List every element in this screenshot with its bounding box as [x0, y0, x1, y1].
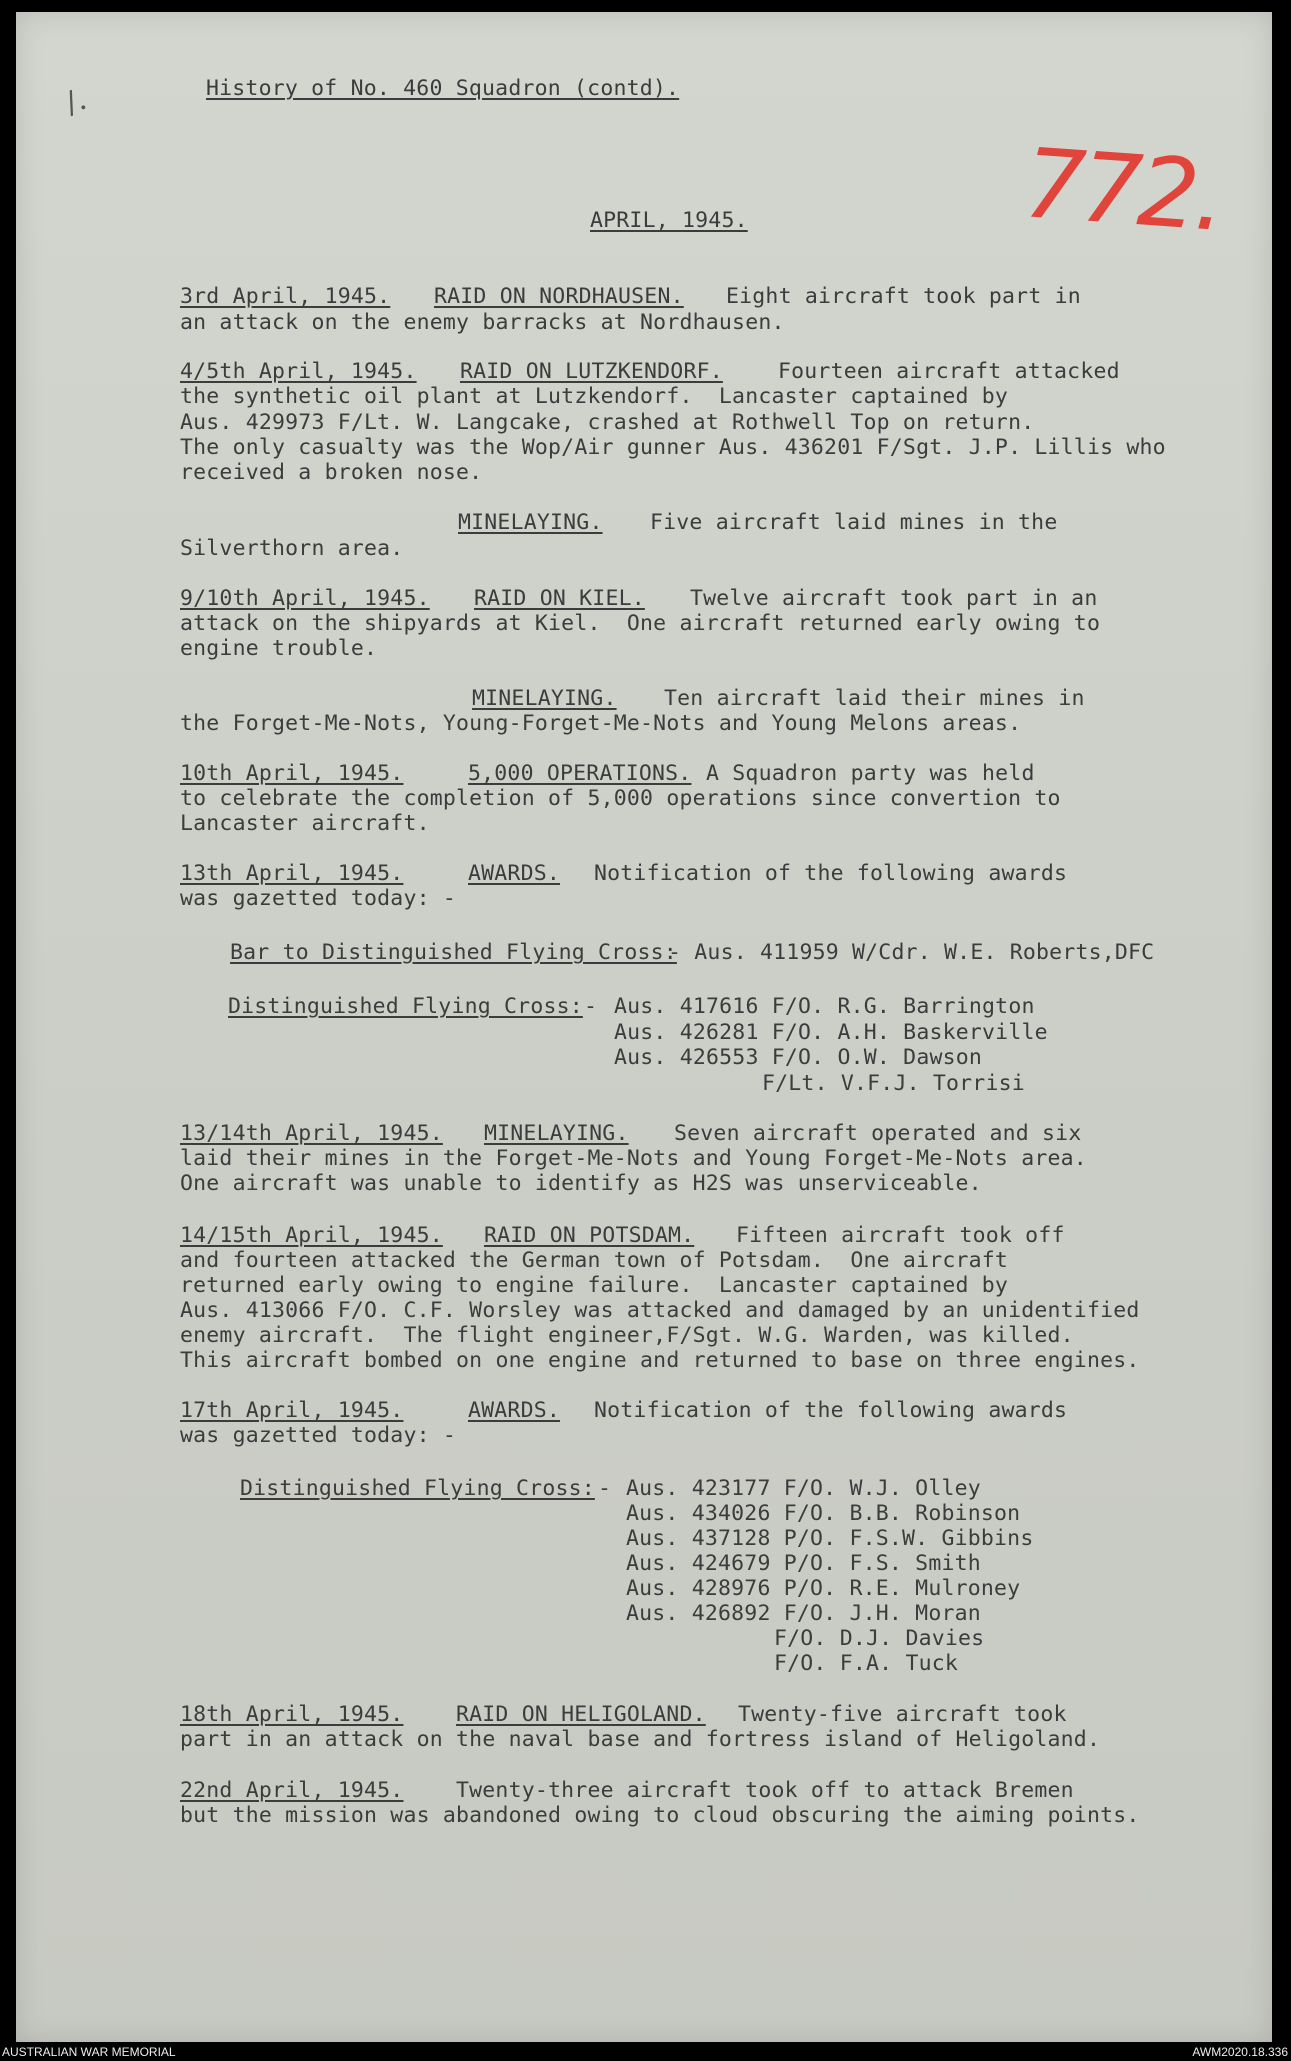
entry-heading: RAID ON HELIGOLAND.	[456, 1702, 706, 1727]
entry-date: 9/10th April, 1945.	[180, 586, 430, 611]
month-title: APRIL, 1945.	[590, 208, 748, 233]
award-recipient: Aus. 424679 P/O. F.S. Smith	[626, 1551, 981, 1576]
entry-heading: MINELAYING.	[458, 510, 603, 535]
entry-text: Ten aircraft laid their mines in	[664, 686, 1085, 711]
document-header: History of No. 460 Squadron (contd).	[206, 76, 680, 101]
award-label: Distinguished Flying Cross:	[228, 994, 583, 1019]
entry-text: The only casualty was the Wop/Air gunner Aus. 436201 F/Sgt. J.P. Lillis who	[180, 435, 1166, 460]
award-recipient: Aus. 426281 F/O. A.H. Baskerville	[614, 1020, 1048, 1045]
entry-text: and fourteen attacked the German town of Potsdam. One aircraft	[180, 1248, 1009, 1273]
entry-date: 17th April, 1945.	[180, 1398, 404, 1423]
entry-heading: RAID ON LUTZKENDORF.	[460, 359, 723, 384]
award-value: - Aus. 411959 W/Cdr. W.E. Roberts,DFC	[668, 940, 1155, 965]
award-label: Bar to Distinguished Flying Cross:	[230, 940, 677, 965]
entry-date: 18th April, 1945.	[180, 1702, 404, 1727]
entry-text: A Squadron party was held	[706, 761, 1035, 786]
entry-date: 13th April, 1945.	[180, 861, 404, 886]
entry-date: 4/5th April, 1945.	[180, 359, 417, 384]
entry-text: attack on the shipyards at Kiel. One aircraft returned early owing to	[180, 611, 1101, 636]
entry-heading: RAID ON KIEL.	[474, 586, 645, 611]
entry-text: Aus. 429973 F/Lt. W. Langcake, crashed at Rothwell Top on return.	[180, 410, 1035, 435]
award-label: Distinguished Flying Cross:	[240, 1476, 595, 1501]
entry-text: but the mission was abandoned owing to cloud obscuring the aiming points.	[180, 1803, 1140, 1828]
entry-text: Silverthorn area.	[180, 536, 404, 561]
entry-text: Seven aircraft operated and six	[674, 1121, 1082, 1146]
entry-heading: MINELAYING.	[484, 1121, 629, 1146]
award-recipient: Aus. 434026 F/O. B.B. Robinson	[626, 1501, 1021, 1526]
entry-text: was gazetted today: -	[180, 886, 457, 911]
entry-text: Fifteen aircraft took off	[736, 1223, 1065, 1248]
award-recipient: Aus. 417616 F/O. R.G. Barrington	[614, 994, 1035, 1019]
entry-date: 10th April, 1945.	[180, 761, 404, 786]
entry-text: Twelve aircraft took part in an	[690, 586, 1098, 611]
entry-text: enemy aircraft. The flight engineer,F/Sgt. W.G. Warden, was killed.	[180, 1323, 1074, 1348]
award-recipient: Aus. 437128 P/O. F.S.W. Gibbins	[626, 1526, 1034, 1551]
entry-text: engine trouble.	[180, 636, 378, 661]
entry-text: to celebrate the completion of 5,000 operations since convertion to	[180, 786, 1061, 811]
entry-text: Five aircraft laid mines in the	[650, 510, 1058, 535]
award-recipient: Aus. 428976 P/O. R.E. Mulroney	[626, 1576, 1021, 1601]
award-recipient: Aus. 423177 F/O. W.J. Olley	[626, 1476, 981, 1501]
entry-text: This aircraft bombed on one engine and returned to base on three engines.	[180, 1348, 1140, 1373]
entry-text: laid their mines in the Forget-Me-Nots and Young Forget-Me-Nots area.	[180, 1146, 1087, 1171]
entry-text: Eight aircraft took part in	[726, 284, 1081, 309]
entry-date: 13/14th April, 1945.	[180, 1121, 443, 1146]
entry-text: Twenty-three aircraft took off to attack Bremen	[456, 1778, 1074, 1803]
corner-mark: /.	[60, 81, 92, 122]
entry-text: Notification of the following awards	[594, 861, 1068, 886]
entry-heading: 5,000 OPERATIONS.	[468, 761, 692, 786]
entry-text: Aus. 413066 F/O. C.F. Worsley was attacked and damaged by an unidentified	[180, 1298, 1140, 1323]
entry-text: Lancaster aircraft.	[180, 811, 430, 836]
entry-text: Fourteen aircraft attacked	[778, 359, 1120, 384]
entry-heading: RAID ON POTSDAM.	[484, 1223, 695, 1248]
folio-number: 772.	[1020, 127, 1226, 253]
entry-date: 22nd April, 1945.	[180, 1778, 404, 1803]
entry-heading: RAID ON NORDHAUSEN.	[434, 284, 684, 309]
document-page	[16, 12, 1272, 2042]
entry-text: received a broken nose.	[180, 460, 483, 485]
entry-heading: MINELAYING.	[472, 686, 617, 711]
entry-text: returned early owing to engine failure. Lancaster captained by	[180, 1273, 1009, 1298]
entry-text: Notification of the following awards	[594, 1398, 1068, 1423]
award-recipient: F/O. F.A. Tuck	[774, 1651, 959, 1676]
award-dash: -	[598, 1476, 612, 1501]
award-recipient: Aus. 426553 F/O. O.W. Dawson	[614, 1045, 983, 1070]
entry-text: the Forget-Me-Nots, Young-Forget-Me-Nots and Young Melons areas.	[180, 711, 1022, 736]
entry-heading: AWARDS.	[468, 861, 561, 886]
entry-text: One aircraft was unable to identify as H2S was unserviceable.	[180, 1171, 982, 1196]
award-recipient: F/Lt. V.F.J. Torrisi	[762, 1071, 1025, 1096]
entry-text: an attack on the enemy barracks at Nordhausen.	[180, 310, 785, 335]
footer-right: AWM2020.18.336	[1192, 2045, 1288, 2059]
entry-heading: AWARDS.	[468, 1398, 561, 1423]
entry-text: part in an attack on the naval base and fortress island of Heligoland.	[180, 1727, 1101, 1752]
entry-text: was gazetted today: -	[180, 1423, 457, 1448]
award-recipient: F/O. D.J. Davies	[774, 1626, 985, 1651]
award-dash: -	[584, 994, 598, 1019]
footer-left: AUSTRALIAN WAR MEMORIAL	[2, 2045, 176, 2059]
entry-text: the synthetic oil plant at Lutzkendorf. Lancaster captained by	[180, 384, 1009, 409]
entry-text: Twenty-five aircraft took	[738, 1702, 1067, 1727]
entry-date: 14/15th April, 1945.	[180, 1223, 443, 1248]
award-recipient: Aus. 426892 F/O. J.H. Moran	[626, 1601, 981, 1626]
entry-date: 3rd April, 1945.	[180, 284, 391, 309]
